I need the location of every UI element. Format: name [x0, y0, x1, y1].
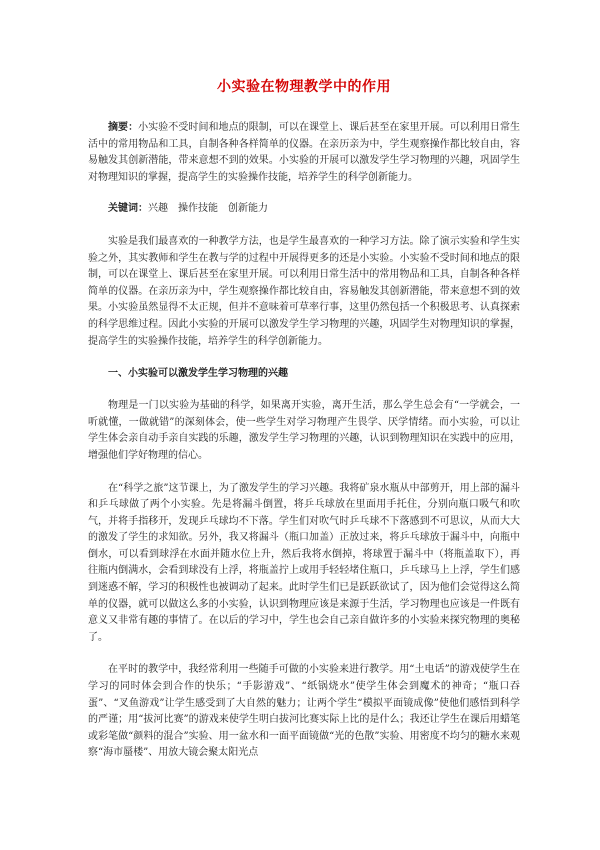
keyword: 创新能力: [228, 203, 268, 215]
intro-paragraph: 实验是我们最喜欢的一种教学方法，也是学生最喜欢的一种学习方法。除了演示实验和学生实验之外，其实教师和学生在教与学的过程中开展得更多的还是小实验。小实验不受时间和地点的限制，可以在课堂上、课后甚至在家里开展。可以利用日常生活中的常用物品和工具，自制各种各样简单的仪器。在亲历亲为中，学生观察操作都比较自由，容易触发其创新潜能，带来意想不到的效果。小实验虽然显得不太正规，但并不意味着可草率行事，这里仍然包括一个积极思考、认真探索的科学思维过程。因此小实验的开展可以激发学生学习物理的兴趣，巩固学生对物理知识的掌握，提高学生的实验操作技能，培养学生的科学创新能力。: [88, 235, 520, 347]
body-paragraph: 在平时的教学中，我经常利用一些随手可做的小实验来进行教学。用“土电话”的游戏使学生在学习的同时体会到合作的快乐；“手影游戏”、“纸锅烧水”使学生体会到魔术的神奇；“瓶口吞蛋”、“叉鱼游戏”让学生感受到了大自然的魅力；让两个学生“模拟平面镜成像”使他们感悟到科学的严谨；用“拔河比赛”的游戏来使学生明白拔河比赛实际上比的是什么；我还让学生在课后用蜡笔或彩笔做“颜料的混合”实验、用一盆水和一面平面镜做“光的色散”实验、用密度不均匀的糖水来观察“海市蜃楼”、用放大镜会聚太阳光点: [88, 664, 520, 759]
keywords-label: 关键词：: [108, 203, 148, 215]
document-title: 小实验在物理教学中的作用: [217, 79, 391, 95]
abstract-text: 小实验不受时间和地点的限制，可以在课堂上、课后甚至在家里开展。可以利用日常生活中的常用物品和工具，自制各种各样简单的仪器。在亲历亲为中，学生观察操作都比较自由，容易触发其创新潜能，带来意想不到的效果。小实验的开展可以激发学生学习物理的兴趣，巩固学生对物理知识的掌握，提高学生的实验操作技能，培养学生的科学创新能力。: [88, 122, 521, 183]
keyword: 兴趣: [148, 203, 168, 215]
section-heading: 一、小实验可以激发学生学习物理的兴趣: [108, 368, 288, 380]
abstract-label: 摘要：: [108, 122, 139, 133]
body-paragraph: 物理是一门以实验为基础的科学，如果离开实验，离开生活，那么学生总会有“一学就会，一听就懂，一做就错”的深刻体会，使一些学生对学习物理产生畏学、厌学情绪。而小实验，可以让学生体会亲自动手亲自实践的乐趣，激发学生学习物理的兴趣，认识到物理知识在实践中的应用，增强他们学好物理的信心。: [88, 400, 520, 461]
keyword: 操作技能: [178, 203, 218, 215]
document-page: [88, 78, 520, 762]
abstract: [88, 120, 520, 186]
body-paragraph: 在“科学之旅”这节课上，为了激发学生的学习兴趣。我将矿泉水瓶从中部剪开，用上部的漏斗和乒乓球做了两个小实验。先是将漏斗倒置，将乒乓球放在里面用手托住，分别向瓶口吸气和吹气，并将手指移开，发现乒乓球均不下落。学生们对吹气时乒乓球不下落感到不可思议，从而大大的激发了学生的求知欲。另外，我又将漏斗（瓶口加盖）正放过来，将乒乓球放于漏斗中，向瓶中倒水，可以看到球浮在水面并随水位上升，然后我将水倒掉，将球置于漏斗中（将瓶盖取下），再往瓶内倒满水，会看到球没有上浮，将瓶盖拧上或用手轻轻堵住瓶口，乒乓球马上上浮，学生们感到迷惑不解，学习的积极性也被调动了起来。此时学生们已是跃跃欲试了，因为他们会觉得这么简单的仪器，就可以做这么多的小实验，认识到物理应该是来源于生活，学习物理也应该是一件既有意义又非常有趣的事情了。在以后的学习中，学生也会自己亲自做许多的小实验来探究物理的奥秘了。: [88, 482, 520, 643]
keywords: [88, 201, 520, 218]
